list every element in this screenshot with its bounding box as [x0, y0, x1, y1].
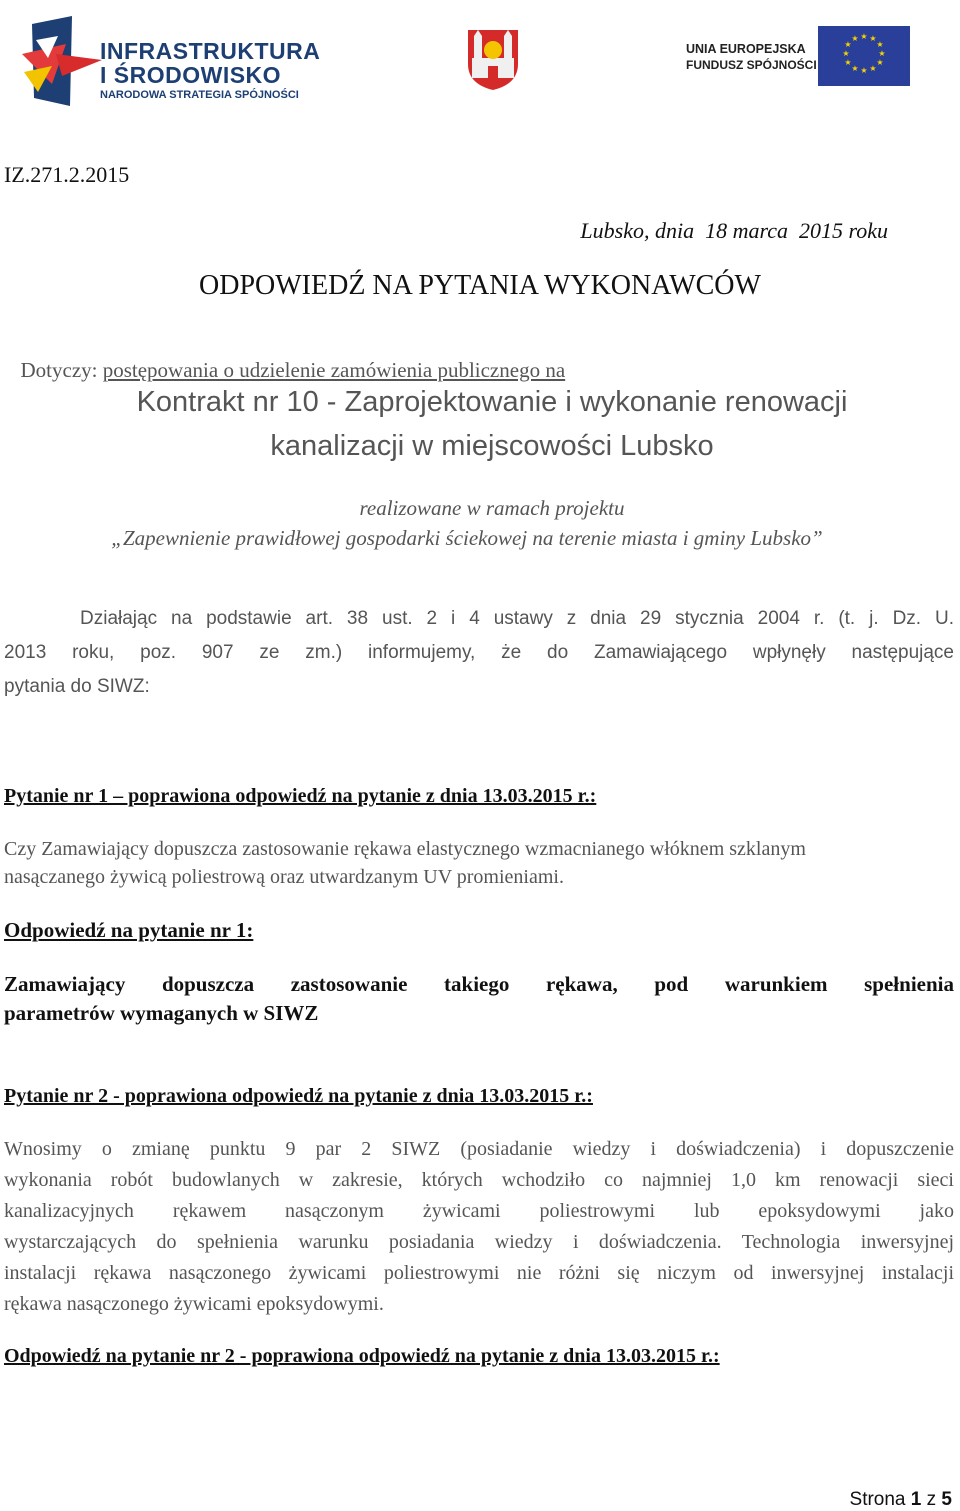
question2-line: kanalizacyjnych rękawem nasączonym żywicami poliestrowymi lub epoksydowymi jako [4, 1200, 954, 1222]
eu-logo-line1: UNIA EUROPEJSKA [686, 42, 806, 56]
svg-text:★: ★ [876, 58, 884, 67]
project-line2: „Zapewnienie prawidłowej gospodarki ściekowej na terenie miasta i gminy Lubsko” [111, 526, 823, 550]
question2-line: wystarczających do spełnienia warunku posiadania wiedzy i doświadczenia. Technologia inwersyjnej [4, 1231, 954, 1253]
eu-flag-icon [818, 26, 910, 86]
intro-line2: 2013 roku, poz. 907 ze zm.) informujemy, że do Zamawiającego wpłynęły następujące [4, 642, 954, 663]
svg-text:★: ★ [869, 64, 877, 73]
infrastructure-logo-icon [22, 14, 104, 110]
project-line1: realizowane w ramach projektu [359, 496, 625, 520]
lubsko-crest-icon [466, 28, 520, 92]
page-number [839, 1467, 952, 1511]
eu-logo-line2: FUNDUSZ SPÓJNOŚCI [686, 58, 817, 72]
concerns-line [10, 333, 565, 383]
question2-line: Wnosimy o zmianę punktu 9 par 2 SIWZ (posiadanie wiedzy i doświadczenia) i dopuszczenie [4, 1138, 954, 1160]
question1-heading: Pytanie nr 1 – poprawiona odpowiedź na pytanie z dnia 13.03.2015 r.: [4, 785, 597, 807]
question2-heading: Pytanie nr 2 - poprawiona odpowiedź na pytanie z dnia 13.03.2015 r.: [4, 1085, 593, 1107]
answer1-heading: Odpowiedź na pytanie nr 1: [4, 918, 254, 942]
page-title: ODPOWIEDŹ NA PYTANIA WYKONAWCÓW [199, 270, 761, 301]
infrastructure-logo-line2: I ŚRODOWISKO [100, 62, 282, 88]
page-word: Strona [849, 1489, 911, 1510]
answer1-line2: parametrów wymaganych w SIWZ [4, 1001, 319, 1025]
concerns-label: Dotyczy: [20, 358, 103, 382]
svg-text:★: ★ [860, 32, 868, 41]
svg-text:★: ★ [844, 58, 852, 67]
infrastructure-logo-line3: NARODOWA STRATEGIA SPÓJNOŚCI [100, 89, 299, 101]
doc-reference: IZ.271.2.2015 [4, 162, 130, 187]
svg-text:★: ★ [869, 34, 877, 43]
svg-text:★: ★ [842, 49, 850, 58]
answer2-heading: Odpowiedź na pytanie nr 2 - poprawiona odpowiedź na pytanie z dnia 13.03.2015 r.: [4, 1345, 720, 1367]
page-total: 5 [941, 1489, 952, 1510]
doc-date: Lubsko, dnia 18 marca 2015 roku [580, 218, 888, 243]
svg-text:★: ★ [876, 40, 884, 49]
intro-line3: pytania do SIWZ: [4, 676, 150, 697]
concerns-text: postępowania o udzielenie zamówienia publicznego na [102, 358, 566, 382]
question2-line: instalacji rękawa nasączonego żywicami poliestrowymi nie różni się niczym od inwersyjnej instalacji [4, 1262, 954, 1284]
question2-line: rękawa nasączonego żywicami epoksydowymi. [4, 1293, 384, 1315]
intro-line1: Działając na podstawie art. 38 ust. 2 i 4 ustawy z dnia 29 stycznia 2004 r. (t. j. Dz. U. [80, 608, 954, 629]
svg-text:★: ★ [878, 49, 886, 58]
question1-text-line2: nasączanego żywicą poliestrową oraz utwardzanym UV promieniami. [4, 866, 564, 888]
infrastructure-logo-line1: INFRASTRUKTURA [100, 38, 321, 64]
svg-text:★: ★ [851, 34, 859, 43]
page-current: 1 [910, 1489, 922, 1510]
answer1-line1: Zamawiający dopuszcza zastosowanie takiego rękawa, pod warunkiem spełnienia [4, 972, 954, 996]
header-logos [0, 0, 960, 120]
svg-text:★: ★ [860, 66, 868, 75]
svg-text:★: ★ [851, 64, 859, 73]
contract-title-line1: Kontrakt nr 10 - Zaprojektowanie i wykonanie renowacji [136, 386, 848, 418]
page-of-word: z [921, 1489, 942, 1510]
question1-text-line1: Czy Zamawiający dopuszcza zastosowanie rękawa elastycznego wzmacnianego włóknem szklanym [4, 838, 806, 860]
contract-title-line2: kanalizacji w miejscowości Lubsko [270, 430, 714, 462]
svg-text:★: ★ [844, 40, 852, 49]
question2-line: wykonania robót budowlanych w zakresie, których wchodziło co najmniej 1,0 km renowacji sieci [4, 1169, 954, 1191]
